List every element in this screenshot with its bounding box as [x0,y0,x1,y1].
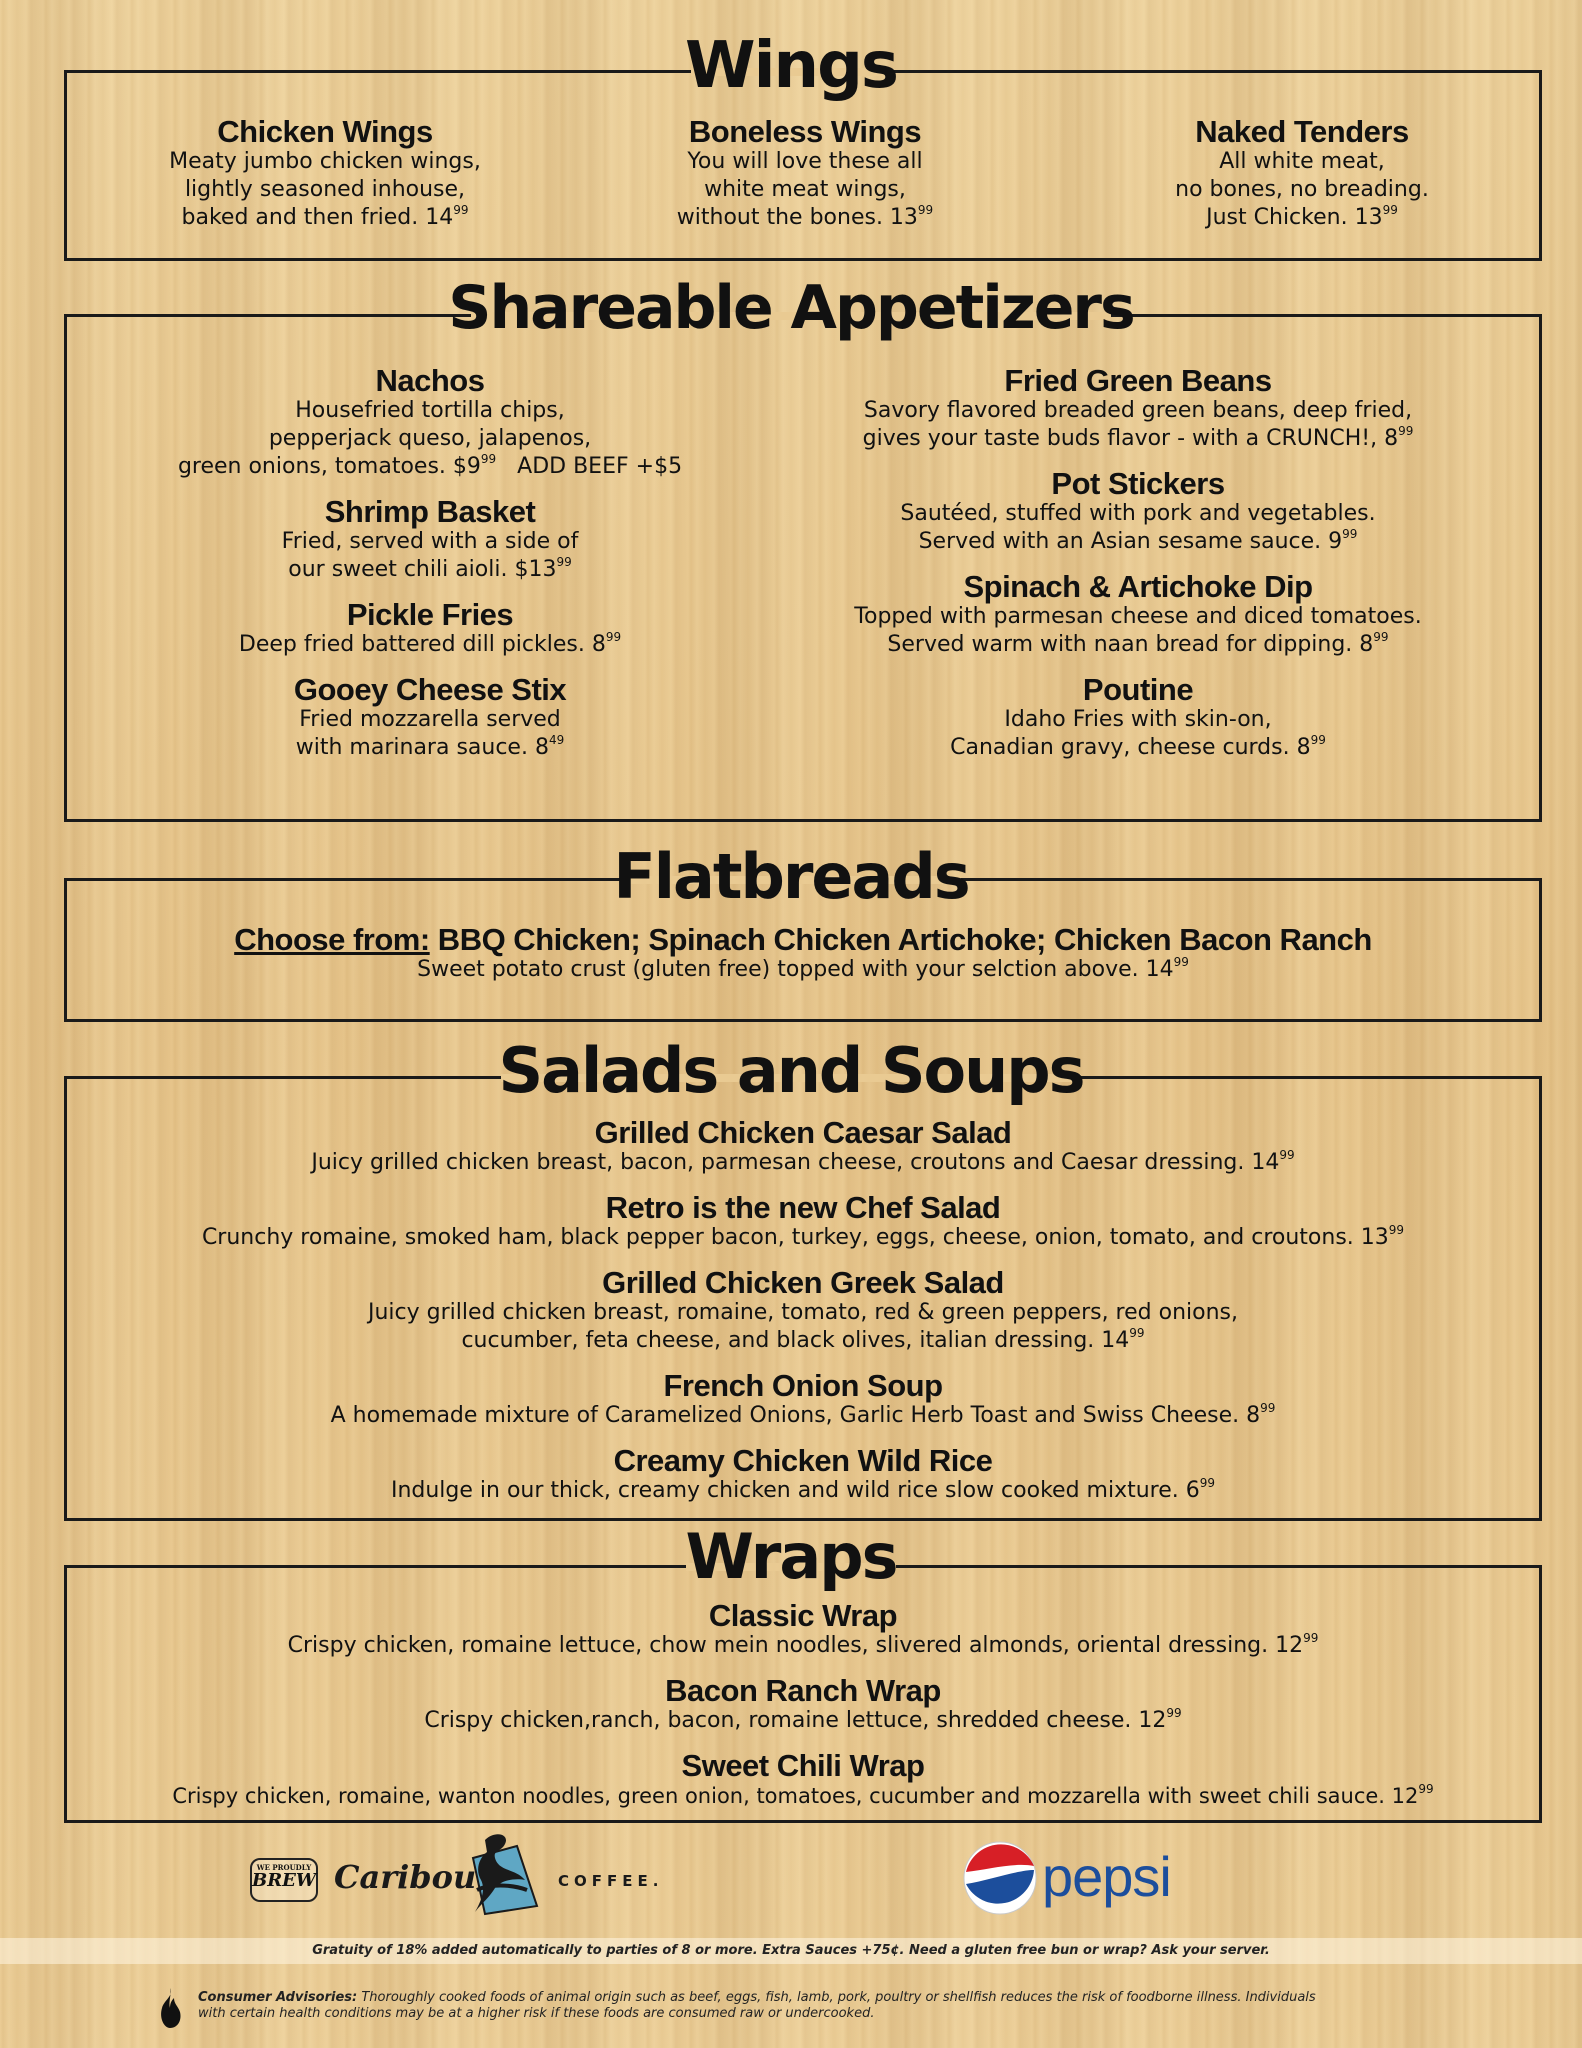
item-desc: Fried mozzarella served with marinara sauce. $8^{49}$ [295,707,565,760]
flatbreads-title: Flatbreads [613,840,969,913]
appetizers-title: Shareable Appetizers [448,273,1134,343]
item-name: Naked Tenders [1195,114,1409,149]
menu-item-chicken-wild-rice [64,1445,1542,1505]
item-name: Shrimp Basket [324,494,536,529]
menu-item-chef-salad [64,1192,1542,1252]
menu-item-poutine [798,674,1478,762]
advisory-label: Consumer Advisories: [198,1990,358,2005]
flatbread-options: BBQ Chicken; Spinach Chicken Artichoke; Chicken Bacon Ranch [429,922,1372,957]
item-name: French Onion Soup [663,1368,943,1403]
item-desc: You will love these all white meat wings, without the bones. $13^{99}$ [676,149,934,230]
menu-item-pickle-fries [130,599,730,659]
coffee-wordmark: COFFEE. [558,1872,664,1890]
item-desc: Housefried tortilla chips, pepperjack queso, jalapenos, green onions, tomatoes. $\$9^{99}$ ADD BEEF +$5 [177,398,683,479]
we-proudly-brew-badge: WE PROUDLY BREW [250,1858,318,1902]
item-desc: Sautéed, stuffed with pork and vegetables. Served with an Asian sesame sauce. $9^{99}$ [900,501,1376,554]
item-name: Sweet Chili Wrap [681,1748,925,1783]
item-name: Boneless Wings [688,114,922,149]
choose-from-label: Choose from: [234,922,430,957]
flame-icon [156,1986,184,2030]
caribou-logo: Caribou [334,1858,477,1896]
menu-item-fried-green-beans [798,365,1478,453]
item-desc: Crunchy romaine, smoked ham, black pepper bacon, turkey, eggs, cheese, onion, tomato, and croutons. $13^{99}$ [201,1223,1405,1250]
item-desc: Juicy grilled chicken breast, bacon, parmesan cheese, croutons and Caesar dressing. $14^{99}$ [311,1148,1295,1175]
item-name: Spinach & Artichoke Dip [963,569,1313,604]
consumer-advisory [198,1990,1518,2022]
item-desc: Topped with parmesan cheese and diced tomatoes. Served warm with naan bread for dipping. $8^{99}$ [854,604,1422,657]
item-desc: Idaho Fries with skin-on, Canadian gravy, cheese curds. $8^{99}$ [950,707,1326,760]
item-desc: Crispy chicken, romaine lettuce, chow mein noodles, slivered almonds, oriental dressing. $12^{99}$ [287,1631,1319,1658]
pepsi-wordmark: pepsi [1042,1845,1171,1908]
menu-item-gooey-cheese-stix [130,674,730,762]
menu-item-french-onion-soup [64,1370,1542,1430]
item-name: Gooey Cheese Stix [293,672,567,707]
menu-item-nachos [130,365,730,481]
wraps-title: Wraps [685,1520,897,1593]
item-desc: Savory flavored breaded green beans, deep fried, gives your taste buds flavor - with a CRUNCH!, $8^{99}$ [862,398,1414,451]
menu-item-greek-salad [64,1267,1542,1355]
item-desc: Crispy chicken,ranch, bacon, romaine lettuce, shredded cheese. $12^{99}$ [424,1706,1182,1733]
menu-item-shrimp-basket [130,496,730,584]
wings-title: Wings [685,29,897,103]
menu-item-spinach-artichoke-dip [798,571,1478,659]
item-name: Fried Green Beans [1004,363,1272,398]
menu-item-sweet-chili-wrap [64,1750,1542,1810]
gratuity-note: Gratuity of 18% added automatically to parties of 8 or more. Extra Sauces +75¢. Need a gluten free bun or wrap? Ask your server. [312,1943,1270,1958]
flatbread-choices [64,924,1542,956]
menu-item-naked-tenders [1097,116,1507,232]
item-desc: Deep fried battered dill pickles. $8^{99}$ [238,630,622,657]
menu-item-classic-wrap [64,1600,1542,1660]
menu-item-boneless-wings [600,116,1010,232]
advisory-text-1: Thoroughly cooked foods of animal origin such as beef, eggs, fish, lamb, pork, poultry or shellfish reduces the risk of foodborne illness. Individuals [357,1990,1316,2005]
item-name: Pot Stickers [1051,466,1225,501]
flatbread-desc: Sweet potato crust (gluten free) topped with your selction above. $14^{99}$ [417,955,1189,982]
item-name: Chicken Wings [217,114,433,149]
item-name: Classic Wrap [708,1598,898,1633]
item-name: Poutine [1082,672,1194,707]
item-desc: All white meat, no bones, no breading. Just Chicken. $13^{99}$ [1175,149,1429,230]
item-name: Nachos [375,363,485,398]
menu-item-pot-stickers [798,468,1478,556]
item-desc: A homemade mixture of Caramelized Onions, Garlic Herb Toast and Swiss Cheese. $8^{99}$ [330,1401,1276,1428]
item-desc: Indulge in our thick, creamy chicken and wild rice slow cooked mixture. $6^{99}$ [390,1476,1216,1503]
menu-item-bacon-ranch-wrap [64,1675,1542,1735]
item-name: Creamy Chicken Wild Rice [613,1443,993,1478]
menu-item-chicken-wings [120,116,530,232]
menu-item-caesar-salad [64,1117,1542,1177]
salads-title: Salads and Soups [498,1034,1084,1107]
pepsi-globe-icon [962,1840,1038,1916]
item-name: Retro is the new Chef Salad [605,1190,1001,1225]
item-desc: Crispy chicken, romaine, wanton noodles, green onion, tomatoes, cucumber and mozzarella with sweet chili sauce. $12^{99}$ [172,1782,1434,1808]
item-name: Grilled Chicken Caesar Salad [594,1115,1012,1150]
brand-logos [0,1828,1582,1918]
caribou-mark-icon [455,1828,555,1918]
advisory-text-2: with certain health conditions may be at a higher risk if these foods are consumed raw or undercooked. [198,2006,875,2021]
flatbread-item [64,924,1542,984]
item-desc: Meaty jumbo chicken wings, lightly seasoned inhouse, baked and then fried. $14^{99}$ [169,149,481,230]
item-name: Bacon Ranch Wrap [665,1673,941,1708]
item-name: Pickle Fries [346,597,514,632]
item-desc: Fried, served with a side of our sweet chili aioli. $\$13^{99}$ [281,529,579,582]
item-name: Grilled Chicken Greek Salad [602,1265,1004,1300]
item-desc: Juicy grilled chicken breast, romaine, tomato, red & green peppers, red onions, cucumber, feta cheese, and black olives, italian dressing. $14^{99}$ [368,1300,1238,1353]
